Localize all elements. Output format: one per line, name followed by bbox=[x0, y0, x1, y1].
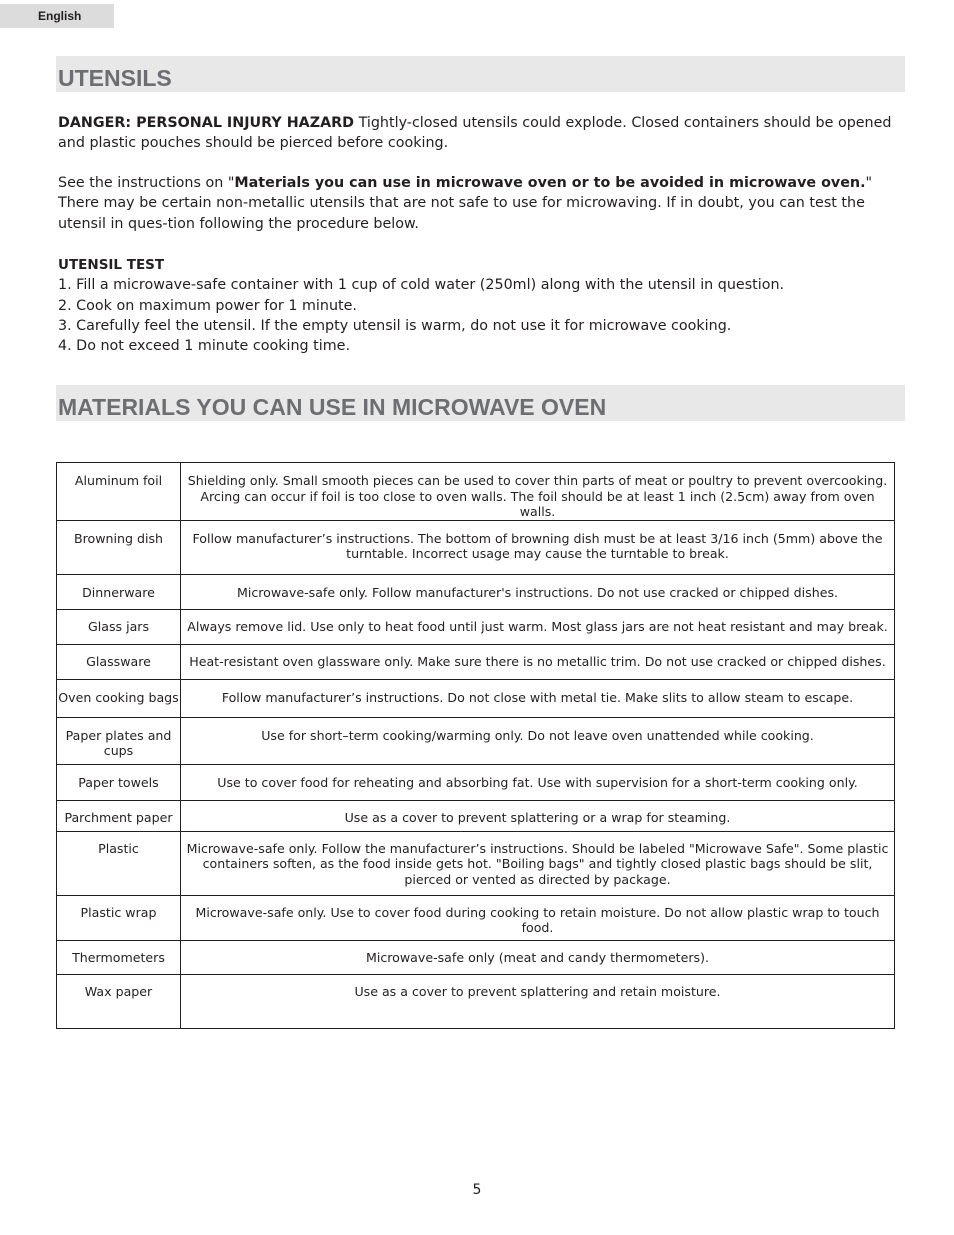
utensil-test-step: 4. Do not exceed 1 minute cooking time. bbox=[58, 338, 351, 355]
table-row bbox=[57, 644, 895, 679]
material-name: Plastic bbox=[57, 831, 181, 895]
material-name: Glass jars bbox=[57, 609, 181, 644]
table-row bbox=[57, 679, 895, 717]
table-row bbox=[57, 800, 895, 831]
utensil-test-heading: UTENSIL TEST bbox=[58, 257, 165, 273]
material-description: Use for short–term cooking/warming only. Do not leave oven unattended while cooking. bbox=[181, 717, 895, 764]
danger-text: Tightly-closed utensils could explode. Closed containers should be opened and plastic pouches should be pierced before cooking. bbox=[58, 115, 892, 152]
page-number: 5 bbox=[472, 1182, 482, 1198]
materials-heading: MATERIALS YOU CAN USE IN MICROWAVE OVEN bbox=[56, 385, 905, 421]
material-description: Follow manufacturer’s instructions. Do not close with metal tie. Make slits to allow steam to escape. bbox=[181, 679, 895, 717]
material-name: Wax paper bbox=[57, 974, 181, 1028]
material-description: Microwave-safe only. Follow manufacturer's instructions. Do not use cracked or chipped dishes. bbox=[181, 574, 895, 609]
table-row bbox=[57, 895, 895, 940]
table-row bbox=[57, 764, 895, 800]
material-name: Paper plates and cups bbox=[57, 717, 181, 764]
utensil-test-step: 1. Fill a microwave-safe container with 1 cup of cold water (250ml) along with the utensil in question. bbox=[58, 277, 785, 294]
material-description: Use as a cover to prevent splattering and retain moisture. bbox=[181, 974, 895, 1028]
table-row bbox=[57, 463, 895, 521]
table-row bbox=[57, 609, 895, 644]
material-name: Glassware bbox=[57, 644, 181, 679]
material-name: Paper towels bbox=[57, 764, 181, 800]
table-row bbox=[57, 574, 895, 609]
material-description: Microwave-safe only (meat and candy thermometers). bbox=[181, 940, 895, 974]
table-row bbox=[57, 717, 895, 764]
material-description: Use to cover food for reheating and absorbing fat. Use with supervision for a short-term cooking only. bbox=[181, 764, 895, 800]
material-description: Heat-resistant oven glassware only. Make sure there is no metallic trim. Do not use cracked or chipped dishes. bbox=[181, 644, 895, 679]
material-description: Always remove lid. Use only to heat food until just warm. Most glass jars are not heat resistant and may break. bbox=[181, 609, 895, 644]
table-row bbox=[57, 831, 895, 895]
material-description: Microwave-safe only. Use to cover food during cooking to retain moisture. Do not allow plastic wrap to touch food. bbox=[181, 895, 895, 940]
language-tab: English bbox=[0, 4, 114, 28]
material-description: Shielding only. Small smooth pieces can be used to cover thin parts of meat or poultry to prevent overcooking. Arcing can occur if foil is too close to oven walls. The foil should be at least 1 inch (2.5cm) away from oven walls. bbox=[181, 463, 895, 521]
see-instructions-paragraph bbox=[58, 173, 898, 234]
table-row bbox=[57, 974, 895, 1028]
danger-paragraph bbox=[58, 113, 898, 154]
material-description: Follow manufacturer’s instructions. The bottom of browning dish must be at least 3/16 inch (5mm) above the turntable. Incorrect usage may cause the turntable to break. bbox=[181, 520, 895, 574]
material-name: Parchment paper bbox=[57, 800, 181, 831]
see-suffix: " There may be certain non-metallic utensils that are not safe to use for microwaving. If in doubt, you can test the utensil in ques-tion following the procedure below. bbox=[58, 175, 873, 232]
table-row bbox=[57, 940, 895, 974]
utensil-test-step: 2. Cook on maximum power for 1 minute. bbox=[58, 297, 357, 314]
material-name: Thermometers bbox=[57, 940, 181, 974]
material-description: Microwave-safe only. Follow the manufacturer’s instructions. Should be labeled "Microwave Safe". Some plastic containers soften, as the food inside gets hot. "Boiling bags" and tightly closed plastic bags should be slit, pierced or vented as directed by package. bbox=[181, 831, 895, 895]
table-row bbox=[57, 520, 895, 574]
material-name: Aluminum foil bbox=[57, 463, 181, 521]
material-description: Use as a cover to prevent splattering or a wrap for steaming. bbox=[181, 800, 895, 831]
utensil-test-block bbox=[58, 255, 898, 356]
utensil-test-step: 3. Carefully feel the utensil. If the empty utensil is warm, do not use it for microwave cooking. bbox=[58, 317, 732, 334]
material-name: Browning dish bbox=[57, 520, 181, 574]
materials-table bbox=[56, 462, 895, 1029]
material-name: Oven cooking bags bbox=[57, 679, 181, 717]
material-name: Dinnerware bbox=[57, 574, 181, 609]
see-prefix: See the instructions on " bbox=[58, 175, 235, 191]
danger-label: DANGER: PERSONAL INJURY HAZARD bbox=[58, 115, 355, 131]
material-name: Plastic wrap bbox=[57, 895, 181, 940]
see-bold-reference: Materials you can use in microwave oven or to be avoided in microwave oven. bbox=[234, 175, 866, 191]
utensils-heading: UTENSILS bbox=[56, 56, 905, 92]
